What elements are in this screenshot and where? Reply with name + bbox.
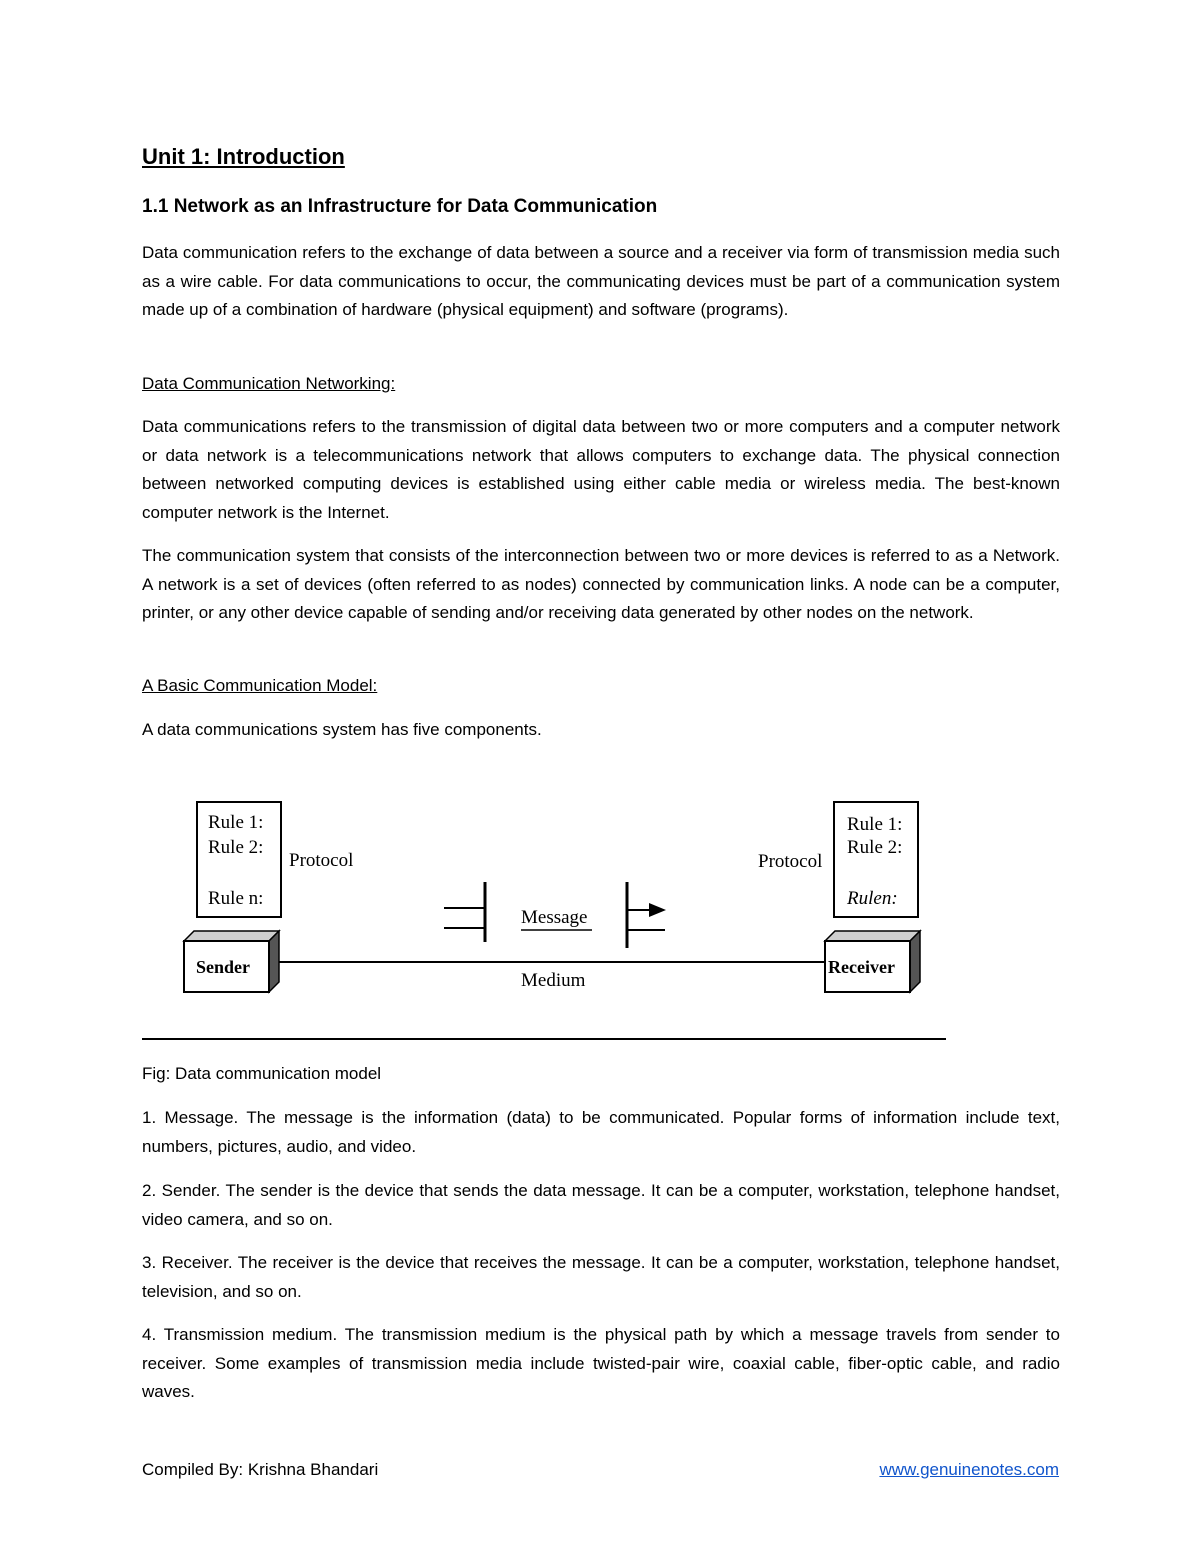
receiver-side-face [910,931,920,992]
protocol-label-left: Protocol [289,850,354,871]
networking-paragraph-2: The communication system that consists of the interconnection between two or more devices is referred to as a Network. A network is a set of devices (often referred to as nodes) connected by communication links. A node can be a computer, printer, or any other device capable of sending and/or receiving data generated by other nodes on the network. [142,546,1060,623]
figure-divider [142,1038,946,1040]
figure-caption: Fig: Data communication model [142,1064,382,1083]
medium-label: Medium [521,970,586,991]
list-item: 4. Transmission medium. The transmission medium is the physical path by which a message travels from sender to receiver. Some examples of transmission media include twisted-pair wire, coaxial cable, fiber-optic cable, and radio waves. [142,1325,1060,1402]
list-item: 1. Message. The message is the information (data) to be communicated. Popular forms of information include text, numbers, pictures, audio, and video. [142,1108,1060,1156]
component-3-block [142,1249,1060,1306]
message-arrow-head [649,903,666,917]
networking-paragraph-1: Data communications refers to the transmission of digital data between two or more computers and a computer network or data network is a telecommunications network that allows computers to exchange data. The physical connection between networked computing devices is established using either cable media or wireless media. The best-known computer network is the Internet. [142,417,1060,522]
right-rule-n: Rulen: [847,888,898,909]
right-rule-1: Rule 1: [847,814,903,835]
receiver-top-face [825,931,920,941]
component-4-block [142,1321,1060,1407]
networking-subheading-block [142,370,1060,398]
model-intro: A data communications system has five components. [142,720,542,739]
message-label: Message [521,907,588,928]
receiver-label: Receiver [828,957,895,977]
networking-p2-block [142,542,1060,628]
intro-paragraph: Data communication refers to the exchange of data between a source and a receiver via form of transmission media such as a wire cable. For data communications to occur, the communicating devices must be part of a communication system made up of a combination of hardware (physical equipment) and software (programs). [142,243,1060,320]
left-rule-2: Rule 2: [208,837,264,858]
networking-p1-block [142,413,1060,527]
component-2-block [142,1177,1060,1234]
footer-website-link[interactable]: www.genuinenotes.com [879,1460,1059,1479]
model-subheading: A Basic Communication Model: [142,676,378,695]
component-1-block [142,1104,1060,1161]
footer-author: Compiled By: Krishna Bhandari [142,1460,379,1479]
sender-top-face [184,931,279,941]
intro-block [142,239,1060,325]
list-item: 2. Sender. The sender is the device that sends the data message. It can be a computer, workstation, telephone handset, video camera, and so on. [142,1181,1060,1229]
protocol-label-right: Protocol [758,851,823,872]
sender-label: Sender [196,957,250,977]
left-rule-n: Rule n: [208,888,264,909]
networking-subheading: Data Communication Networking: [142,374,396,393]
section-heading: 1.1 Network as an Infrastructure for Data Communication [142,196,658,217]
communication-model-diagram [142,790,942,1005]
sender-side-face [269,931,279,992]
list-item: 3. Receiver. The receiver is the device that receives the message. It can be a computer, workstation, telephone handset, television, and so on. [142,1253,1060,1301]
model-intro-block [142,716,1060,744]
unit-heading: Unit 1: Introduction [142,144,345,169]
right-rule-2: Rule 2: [847,837,903,858]
left-rule-1: Rule 1: [208,812,264,833]
model-subheading-block [142,672,1060,700]
caption-block [142,1060,1060,1088]
